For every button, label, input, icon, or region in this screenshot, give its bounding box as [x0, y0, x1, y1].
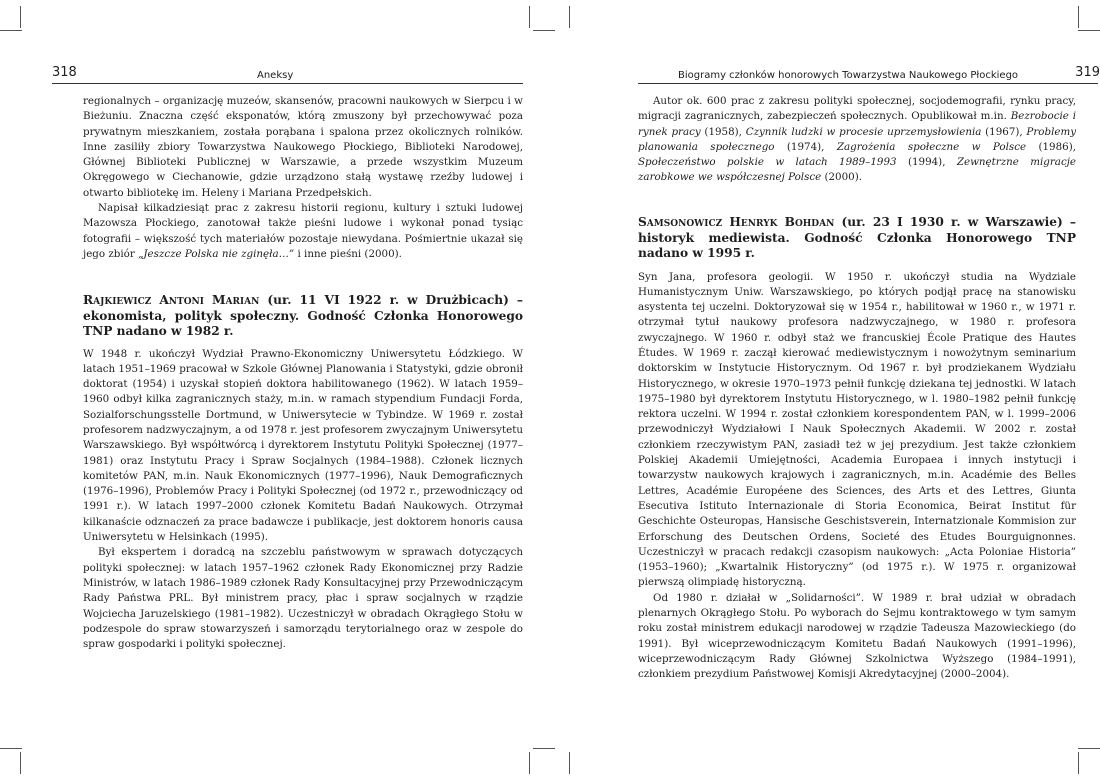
right-page	[638, 0, 1100, 778]
text-run: i inne pieśni (2000).	[294, 247, 402, 260]
paragraph: regionalnych – organizację muzeów, skansenów, pracowni naukowych w Sierpcu i w Bieżuniu. Znaczna część eksponatów, którą zmuszony był przechowywać poza prywatnym mieszkaniem, została porąbana i spalona przez okolicznych rolników. Inne zasiliły zbiory Towarzystwa Naukowego Płockiego, Biblioteki Narodowej, Głównej Biblioteki Publicznej w Warszawie, a przede wszystkim Muzeum Okręgowego w Ciechanowie, gdzie urządzono stałą wystawę rzeźby ludowej i otwarto bibliotekę im. Heleny i Mariana Przedpełskich.	[83, 95, 523, 199]
left-page	[52, 0, 524, 778]
entry-heading-rest: (ur. 23 I 1930 r. w Warszawie) – historyk mediewista. Godność Członka Honorowego TNP nadano w 1995 r.	[638, 215, 1077, 260]
crop-mark	[1078, 752, 1079, 774]
crop-mark	[1078, 6, 1079, 28]
crop-mark	[0, 30, 22, 31]
paragraph	[638, 94, 1076, 186]
work-year: (1958),	[700, 125, 746, 138]
paragraph: Był ekspertem i doradcą na szczeblu państwowym w sprawach dotyczących polityki społecznej: w latach 1957–1962 członek Rady Ekonomicznej przy Radzie Ministrów, w latach 1986–1989 członek Rady Konsultacyjnej przy Przewodniczącym Rady Państwa PRL. Był ministrem pracy, płac i spraw socjalnych w rządzie Wojciecha Jaruzelskiego (1981–1982). Uczestniczył w obradach Okrągłego Stołu w podzespole do spraw stowarzyszeń i samorządu terytorialnego oraz w zespole do spraw gospodarki i polityki społecznej.	[83, 546, 523, 651]
header-rule	[52, 83, 523, 84]
work-title: Problemy planowania społecznego	[638, 125, 1077, 153]
page-number: 319	[1075, 65, 1100, 80]
entry-name: Rajkiewicz Antoni Marian	[83, 293, 260, 307]
crop-mark	[20, 6, 21, 28]
text-run: Napisał kilkadziesiąt prac z zakresu historii regionu, kultury i sztuki ludowej Mazowsza Płockiego, zanotował także pieśni ludowe i wykonał ponad tysiąc fotografii – większość tych materiałów pozostaje niewydana. Pośmiertnie ukazał się jego zbiór	[83, 202, 523, 260]
work-title: Czynnik ludzki w procesie uprzemysłowienia	[745, 125, 982, 138]
crop-mark	[533, 30, 555, 31]
crop-mark	[529, 6, 530, 28]
page-header	[52, 65, 523, 82]
work-title: Zewnętrzne migracje zarobkowe we współczesnej Polsce	[638, 156, 1076, 184]
work-year: (1986),	[1026, 140, 1076, 153]
page-number: 318	[52, 65, 77, 80]
text-run: Autor ok. 600 prac z zakresu polityki społecznej, socjodemografii, rynku pracy, migracji zagranicznych, zabezpieczeń społecznych. Opublikował m.in.	[638, 95, 1076, 123]
paragraph: Od 1980 r. działał w „Solidarności”. W 1989 r. brał udział w obradach plenarnych Okrągłego Stołu. Po wyborach do Sejmu kontraktowego w tym samym roku został ministrem edukacji narodowej w rządzie Tadeusza Mazowieckiego (do 1991). Był wiceprzewodniczącym Komitetu Badań Naukowych (1991–1996), wiceprzewodniczącym Rady Głównej Szkolnictwa Wyższego (1984–1991), członkiem prezydium Państwowej Komisji Akredytacyjnej (2000–2004).	[638, 591, 1076, 681]
work-year: (1974),	[774, 140, 837, 153]
body-text	[638, 94, 1076, 186]
biography-entry	[83, 293, 523, 652]
crop-mark	[1078, 30, 1100, 31]
running-head: Biogramy członków honorowych Towarzystwa Naukowego Płockiego	[678, 70, 1019, 81]
header-rule	[638, 83, 1098, 84]
crop-mark	[569, 6, 570, 28]
entry-heading-rest: (ur. 11 VI 1922 r. w Drużbicach) – ekonomista, polityk społeczny. Godność Członka Honorowego TNP nadano w 1982 r.	[83, 293, 524, 338]
work-year: (1967),	[981, 125, 1027, 138]
paragraph	[83, 201, 523, 262]
paragraph: W 1948 r. ukończył Wydział Prawno-Ekonomiczny Uniwersytetu Łódzkiego. W latach 1951–1969 pracował w Szkole Głównej Planowania i Statystyki, gdzie obronił doktorat (1954) i uzyskał stopień doktora habilitowanego (1962). W latach 1959–1960 odbył kilka zagranicznych staży, m.in. w ramach stypendium Fundacji Forda, Sozialforschungsstelle Dortmund, w Uniwersytecie w Tybindze. W 1969 r. został profesorem nadzwyczajnym, a od 1978 r. jest profesorem zwyczajnym Uniwersytetu Warszawskiego. Był współtwórcą i dyrektorem Instytutu Polityki Społecznej (1977–1981) oraz Instytutu Pracy i Spraw Socjalnych (1984–1988). Członek licznych komitetów PAN, m.in. Nauk Ekonomicznych (1977–1996), Nauk Demograficznych (1976–1996), Problemów Pracy i Polityki Społecznej (od 1972 r., przewodniczący od 1991 r.). W latach 1997–2000 członek Komitetu Badań Naukowych. Otrzymał kilkanaście odznaczeń za prace badawcze i publikacje, jest doktorem honoris causa Uniwersytetu w Helsinkach (1995).	[83, 347, 523, 544]
entry-heading	[83, 293, 523, 340]
crop-mark	[529, 752, 530, 774]
running-head: Aneksy	[257, 70, 294, 81]
crop-mark	[569, 752, 570, 774]
crop-mark	[20, 752, 21, 774]
crop-mark	[533, 748, 555, 749]
work-year: (2000).	[821, 171, 863, 184]
work-title: Bezrobocie i rynek pracy	[638, 110, 1077, 138]
entry-name: Samsonowicz Henryk Bohdan	[638, 215, 835, 229]
work-title: Społeczeństwo polskie w latach 1989–1993	[638, 156, 897, 169]
work-title: Zagrożenia społeczne w Polsce	[836, 140, 1027, 153]
work-year: (1994),	[896, 156, 957, 169]
crop-mark	[1078, 748, 1100, 749]
work-title: „Jeszcze Polska nie zginęła…”	[138, 247, 295, 260]
entry-heading	[638, 215, 1076, 262]
body-text	[83, 94, 523, 262]
paragraph: Syn Jana, profesora geologii. W 1950 r. ukończył studia na Wydziale Humanistycznym Uniw. Warszawskiego, po których podjął pracę na stanowisku asystenta tej uczelni. Doktoryzował się w 1954 r., habilitował w 1960 r., w 1971 r. otrzymał tytuł naukowy profesora nadzwyczajnego, w 1980 r. profesora zwyczajnego. W 1960 r. odbył staż we francuskiej École Pratique des Hautes Études. W 1969 r. zaczął kierować mediewistycznym i nowożytnym seminarium doktorskim w Instytucie Historycznym. Od 1967 r. był prodziekanem Wydziału Historycznego, w okresie 1970–1973 pełnił funkcję dziekana tej jednostki. W latach 1975–1980 był dyrektorem Instytutu Historycznego, w l. 1980–1982 pełnił funkcję rektora uczelni. W 1994 r. został członkiem korespondentem PAN, w l. 1999–2006 przewodniczył Wydziałowi I Nauk Społecznych Akademii. W 2002 r. został członkiem rzeczywistym PAN, zasiadł też w jej prezydium. Jest także członkiem Polskiej Akademii Umiejętności, Academia Europaea i innych instytucji i towarzystw naukowych krajowych i zagranicznych, m.in. Académie des Belles Lettres, Académie Européene des Sciences, des Arts et des Lettres, Giunta Esecutiva Istituto Internazionale di Storia Economica, Beirat Institut für Geschichte Osteuropas, Hansische Geschistsverein, Internatzionale Kommision zur Erforschung des Deutschen Ordens, Societé des Etudes Bourguignonnes. Uczestniczył w pracach redakcji czasopism naukowych: „Acta Poloniae Historia” (1953–1960); „Kwartalnik Historyczny” (od 1975 r.). W 1975 r. organizował pierwszą olimpiadę historyczną.	[638, 270, 1076, 589]
page-header	[638, 65, 1100, 82]
biography-entry	[638, 215, 1076, 683]
crop-mark	[0, 748, 22, 749]
